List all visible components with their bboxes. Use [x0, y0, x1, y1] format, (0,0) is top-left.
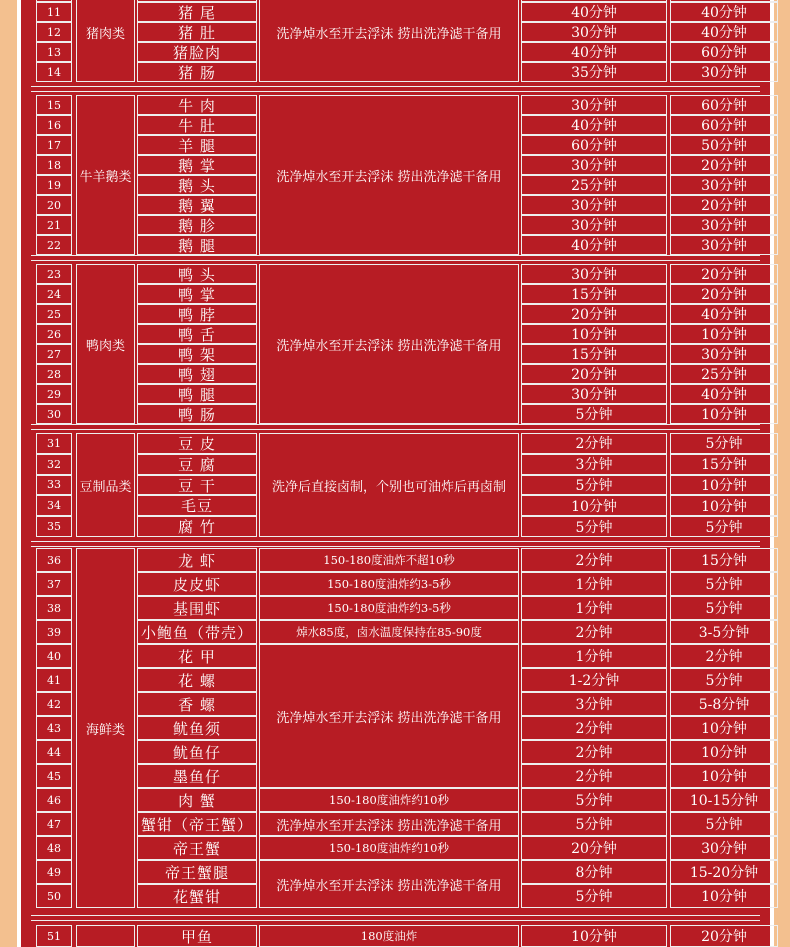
ingredient-name: 鸭 架: [137, 344, 257, 364]
row-number: 43: [36, 716, 72, 740]
pre-cook-time: 20分钟: [521, 836, 667, 860]
prep-method: 洗净后直接卤制，个别也可油炸后再卤制: [259, 433, 519, 537]
braise-time: 30分钟: [670, 235, 778, 255]
row-number: 49: [36, 860, 72, 884]
pre-cook-time: 10分钟: [521, 495, 667, 516]
braise-time: 10分钟: [670, 740, 778, 764]
braise-time: 30分钟: [670, 836, 778, 860]
braise-time: 40分钟: [670, 304, 778, 324]
braise-time: 5分钟: [670, 812, 778, 836]
braise-time: 10-15分钟: [670, 788, 778, 812]
ingredient-name: 鸭 翅: [137, 364, 257, 384]
braise-time: 40分钟: [670, 22, 778, 42]
prep-method: 150-180度油炸不超10秒: [259, 548, 519, 572]
braise-time: 20分钟: [670, 264, 778, 284]
ingredient-name: 鹅 腿: [137, 235, 257, 255]
row-number: 29: [36, 384, 72, 404]
row-number: 26: [36, 324, 72, 344]
ingredient-name: 鸭 脖: [137, 304, 257, 324]
prep-method: 洗净焯水至开去浮沫 捞出洗净滤干备用: [259, 812, 519, 836]
row-number: 23: [36, 264, 72, 284]
pre-cook-time: 3分钟: [521, 454, 667, 475]
braise-time: 10分钟: [670, 404, 778, 424]
row-number: 42: [36, 692, 72, 716]
section-divider: [31, 915, 760, 921]
ingredient-name: 鸭 肠: [137, 404, 257, 424]
braise-time: 10分钟: [670, 475, 778, 496]
category-cell: 鸭肉类: [76, 264, 135, 424]
row-number: 32: [36, 454, 72, 475]
braise-time: 15分钟: [670, 548, 778, 572]
row-number: 14: [36, 62, 72, 82]
row-number: 22: [36, 235, 72, 255]
ingredient-name: 毛豆: [137, 495, 257, 516]
ingredient-name: 花 甲: [137, 644, 257, 668]
prep-method: 洗净焯水至开去浮沫 捞出洗净滤干备用: [259, 860, 519, 908]
ingredient-name: 猪 尾: [137, 2, 257, 22]
row-number: 38: [36, 596, 72, 620]
ingredient-name: 豆 干: [137, 475, 257, 496]
ingredient-name: 豆 皮: [137, 433, 257, 454]
prep-method: 洗净焯水至开去浮沫 捞出洗净滤干备用: [259, 95, 519, 255]
ingredient-name: 鹅 胗: [137, 215, 257, 235]
ingredient-name: 腐 竹: [137, 516, 257, 537]
ingredient-name: 龙 虾: [137, 548, 257, 572]
row-number: 28: [36, 364, 72, 384]
braise-time: 5分钟: [670, 668, 778, 692]
pre-cook-time: 1分钟: [521, 644, 667, 668]
pre-cook-time: 40分钟: [521, 115, 667, 135]
pre-cook-time: 2分钟: [521, 433, 667, 454]
pre-cook-time: 2分钟: [521, 716, 667, 740]
pre-cook-time: 5分钟: [521, 812, 667, 836]
pre-cook-time: 8分钟: [521, 860, 667, 884]
section-divider: [31, 255, 760, 261]
pre-cook-time: 1分钟: [521, 572, 667, 596]
row-number: 19: [36, 175, 72, 195]
pre-cook-time: 5分钟: [521, 788, 667, 812]
row-number: 50: [36, 884, 72, 908]
braise-time: 30分钟: [670, 344, 778, 364]
row-number: 25: [36, 304, 72, 324]
braise-time: 10分钟: [670, 324, 778, 344]
ingredient-name: 小鲍鱼（带壳）: [137, 620, 257, 644]
prep-method: 洗净焯水至开去浮沫 捞出洗净滤干备用: [259, 264, 519, 424]
prep-method: 180度油炸: [259, 925, 519, 947]
pre-cook-time: 2分钟: [521, 620, 667, 644]
row-number: 51: [36, 925, 72, 947]
braise-time: 30分钟: [670, 215, 778, 235]
category-cell: [76, 925, 135, 947]
row-number: 47: [36, 812, 72, 836]
row-number: 46: [36, 788, 72, 812]
pre-cook-time: 30分钟: [521, 155, 667, 175]
row-number: 18: [36, 155, 72, 175]
category-cell: 牛羊鹅类: [76, 95, 135, 255]
pre-cook-time: 60分钟: [521, 135, 667, 155]
pre-cook-time: 5分钟: [521, 404, 667, 424]
prep-method: 洗净焯水至开去浮沫 捞出洗净滤干备用: [259, 0, 519, 82]
ingredient-name: 鸭 掌: [137, 284, 257, 304]
braise-time: 15-20分钟: [670, 860, 778, 884]
category-cell: 海鲜类: [76, 548, 135, 908]
pre-cook-time: 30分钟: [521, 95, 667, 115]
braise-time: 40分钟: [670, 2, 778, 22]
braise-time: 5分钟: [670, 596, 778, 620]
section-divider: [31, 424, 760, 430]
pre-cook-time: 25分钟: [521, 175, 667, 195]
row-number: 35: [36, 516, 72, 537]
pre-cook-time: 20分钟: [521, 364, 667, 384]
ingredient-name: 鸭 头: [137, 264, 257, 284]
ingredient-name: 猪 肚: [137, 22, 257, 42]
category-cell: 豆制品类: [76, 433, 135, 537]
ingredient-name: 墨鱼仔: [137, 764, 257, 788]
category-cell: 猪肉类: [76, 0, 135, 82]
row-number: 45: [36, 764, 72, 788]
pre-cook-time: 20分钟: [521, 304, 667, 324]
braise-time: 15分钟: [670, 454, 778, 475]
pre-cook-time: 30分钟: [521, 195, 667, 215]
prep-method: 150-180度油炸约3-5秒: [259, 572, 519, 596]
pre-cook-time: 1-2分钟: [521, 668, 667, 692]
section-divider: [31, 541, 760, 547]
ingredient-name: 皮皮虾: [137, 572, 257, 596]
braise-time: 20分钟: [670, 195, 778, 215]
pre-cook-time: 30分钟: [521, 22, 667, 42]
row-number: 36: [36, 548, 72, 572]
ingredient-name: 肉 蟹: [137, 788, 257, 812]
row-number: 31: [36, 433, 72, 454]
ingredient-name: 甲鱼: [137, 925, 257, 947]
ingredient-name: 花 螺: [137, 668, 257, 692]
row-number: 48: [36, 836, 72, 860]
pre-cook-time: 40分钟: [521, 2, 667, 22]
row-number: 30: [36, 404, 72, 424]
pre-cook-time: 40分钟: [521, 235, 667, 255]
row-number: 41: [36, 668, 72, 692]
ingredient-name: 基围虾: [137, 596, 257, 620]
braise-time: 60分钟: [670, 95, 778, 115]
pre-cook-time: 10分钟: [521, 925, 667, 947]
ingredient-name: 牛 肉: [137, 95, 257, 115]
section-divider: [31, 86, 760, 92]
row-number: 33: [36, 475, 72, 496]
braise-time: 5分钟: [670, 433, 778, 454]
row-number: 24: [36, 284, 72, 304]
ingredient-name: 羊 腿: [137, 135, 257, 155]
pre-cook-time: 2分钟: [521, 740, 667, 764]
braise-time: 60分钟: [670, 115, 778, 135]
ingredient-name: 帝王蟹: [137, 836, 257, 860]
pre-cook-time: 30分钟: [521, 264, 667, 284]
braise-time: 25分钟: [670, 364, 778, 384]
row-number: 12: [36, 22, 72, 42]
row-number: 44: [36, 740, 72, 764]
pre-cook-time: 15分钟: [521, 284, 667, 304]
braising-time-table: [17, 0, 774, 947]
row-number: 17: [36, 135, 72, 155]
pre-cook-time: 5分钟: [521, 516, 667, 537]
row-number: 37: [36, 572, 72, 596]
ingredient-name: 猪 肠: [137, 62, 257, 82]
row-number: 16: [36, 115, 72, 135]
ingredient-name: 鱿鱼仔: [137, 740, 257, 764]
braise-time: 60分钟: [670, 42, 778, 62]
braise-time: 5-8分钟: [670, 692, 778, 716]
pre-cook-time: 2分钟: [521, 548, 667, 572]
ingredient-name: 鸭 舌: [137, 324, 257, 344]
ingredient-name: 香 螺: [137, 692, 257, 716]
pre-cook-time: 2分钟: [521, 764, 667, 788]
prep-method: 洗净焯水至开去浮沫 捞出洗净滤干备用: [259, 644, 519, 788]
pre-cook-time: 15分钟: [521, 344, 667, 364]
prep-method: 150-180度油炸约10秒: [259, 836, 519, 860]
pre-cook-time: 3分钟: [521, 692, 667, 716]
ingredient-name: 猪脸肉: [137, 42, 257, 62]
pre-cook-time: 10分钟: [521, 324, 667, 344]
braise-time: 3-5分钟: [670, 620, 778, 644]
ingredient-name: 花蟹钳: [137, 884, 257, 908]
braise-time: 5分钟: [670, 516, 778, 537]
ingredient-name: 鸭 腿: [137, 384, 257, 404]
ingredient-name: 鹅 头: [137, 175, 257, 195]
pre-cook-time: 30分钟: [521, 384, 667, 404]
ingredient-name: 鹅 掌: [137, 155, 257, 175]
row-number: 11: [36, 2, 72, 22]
row-number: 20: [36, 195, 72, 215]
row-number: 39: [36, 620, 72, 644]
pre-cook-time: 5分钟: [521, 884, 667, 908]
braise-time: 40分钟: [670, 384, 778, 404]
braise-time: 20分钟: [670, 155, 778, 175]
pre-cook-time: 30分钟: [521, 215, 667, 235]
pre-cook-time: 1分钟: [521, 596, 667, 620]
pre-cook-time: 5分钟: [521, 475, 667, 496]
row-number: 34: [36, 495, 72, 516]
braise-time: 10分钟: [670, 884, 778, 908]
row-number: 21: [36, 215, 72, 235]
braise-time: 50分钟: [670, 135, 778, 155]
braise-time: 10分钟: [670, 716, 778, 740]
ingredient-name: 蟹钳（帝王蟹）: [137, 812, 257, 836]
braise-time: 2分钟: [670, 644, 778, 668]
ingredient-name: 帝王蟹腿: [137, 860, 257, 884]
braise-time: 5分钟: [670, 572, 778, 596]
ingredient-name: 牛 肚: [137, 115, 257, 135]
braise-time: 20分钟: [670, 925, 778, 947]
prep-method: 150-180度油炸约10秒: [259, 788, 519, 812]
braise-time: 10分钟: [670, 764, 778, 788]
prep-method: 150-180度油炸约3-5秒: [259, 596, 519, 620]
braise-time: 30分钟: [670, 62, 778, 82]
row-number: 15: [36, 95, 72, 115]
ingredient-name: 鹅 翼: [137, 195, 257, 215]
braise-time: 30分钟: [670, 175, 778, 195]
braise-time: 20分钟: [670, 284, 778, 304]
pre-cook-time: 35分钟: [521, 62, 667, 82]
row-number: 40: [36, 644, 72, 668]
row-number: 27: [36, 344, 72, 364]
pre-cook-time: 40分钟: [521, 42, 667, 62]
ingredient-name: 豆 腐: [137, 454, 257, 475]
row-number: 13: [36, 42, 72, 62]
ingredient-name: 鱿鱼须: [137, 716, 257, 740]
braise-time: 10分钟: [670, 495, 778, 516]
prep-method: 焯水85度，卤水温度保持在85-90度: [259, 620, 519, 644]
